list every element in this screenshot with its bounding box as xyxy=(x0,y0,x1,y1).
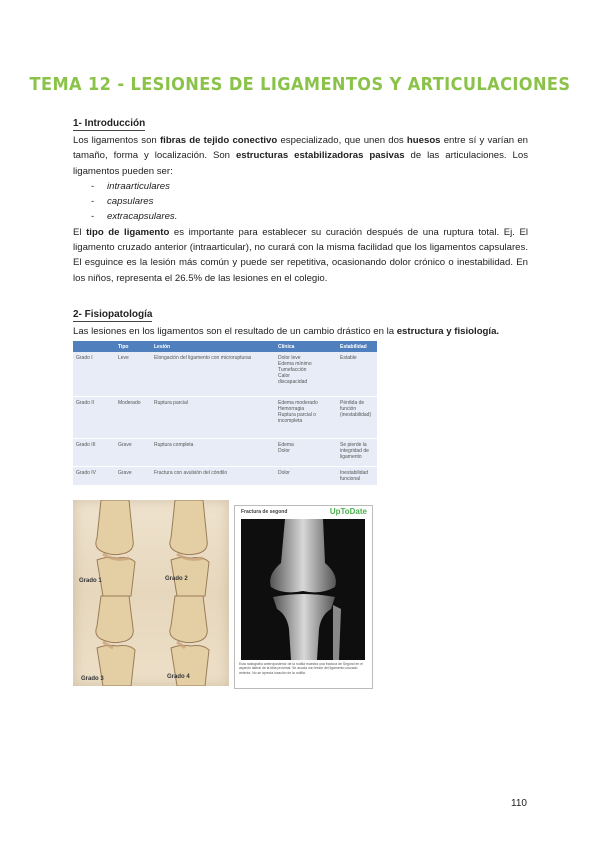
xray-image xyxy=(241,519,365,660)
section-heading: 2- Fisiopatología xyxy=(73,309,153,320)
table-cell: Grado IV xyxy=(73,467,115,486)
table-cell: Ruptura completa xyxy=(151,439,275,467)
xray-figure xyxy=(234,505,373,689)
table-cell: Grave xyxy=(115,467,151,486)
page-title: TEMA 12 - LESIONES DE LIGAMENTOS Y ARTICULACIONES xyxy=(29,74,571,95)
table-header: Tipo xyxy=(115,341,151,352)
ligament-types-list xyxy=(73,179,528,225)
table-row xyxy=(73,439,377,467)
uptodate-logo: UpToDate xyxy=(329,507,367,516)
table-row xyxy=(73,352,377,397)
table-cell: Elongación del ligamento con microrupturas xyxy=(151,352,275,397)
table-cell: Pérdida de función (inestabilidad) xyxy=(337,397,377,439)
figure-label: Grado 4 xyxy=(167,674,190,680)
section-heading: 1- Introducción xyxy=(73,118,146,129)
table-header: Estabilidad xyxy=(337,341,377,352)
table-cell: Grado II xyxy=(73,397,115,439)
ligament-type-paragraph: El tipo de ligamento es importante para establecer su curación después de una ruptura total. Ej. El ligamento cruzado anterior (intraarticular), no curará con la misma facilidad que los ligamentos capsulares. El esguince es la lesión más común y puede ser repetitiva, ocasionando dolor crónico o inestabilidad. En los niños, representa el 26.5% de las lesiones en el colegio. xyxy=(73,226,528,284)
figure-caption: Esta radiografía anteroposterior de la rodilla muestra una fractura de Segond en el aspecto lateral de la tibia proximal. Se asocia con lesión del ligamento cruzado anterior. No se aprecia luxación de la rodilla. xyxy=(239,662,363,675)
fisiopatologia-paragraph: Las lesiones en los ligamentos son el resultado de un cambio drástico en la estructura y fisiología. xyxy=(73,326,500,337)
figure-title: Fractura de segond xyxy=(241,509,288,515)
grades-table xyxy=(73,341,377,486)
table-cell: Ruptura parcial xyxy=(151,397,275,439)
section-introduccion xyxy=(73,116,528,286)
intro-paragraph: Los ligamentos son fibras de tejido conectivo especializado, que unen dos huesos entre sí y varían en tamaño, forma y localización. Son estructuras estabilizadoras pasivas de las articulaciones. Los ligamentos pueden ser: xyxy=(73,135,529,177)
table-cell: Edema Dolor xyxy=(275,439,337,467)
table-header-row xyxy=(73,341,377,352)
table-header: Clínica xyxy=(275,341,337,352)
figure-label: Grado 3 xyxy=(81,676,104,682)
table-header: Lesión xyxy=(151,341,275,352)
table-cell: Grave xyxy=(115,439,151,467)
knee-xray-drawing xyxy=(241,519,365,660)
table-cell: Grado III xyxy=(73,439,115,467)
knee-drawings xyxy=(73,500,229,686)
table-cell: Grado I xyxy=(73,352,115,397)
table-cell: Fractura con avulsión del cóndilo xyxy=(151,467,275,486)
table-cell: Moderado xyxy=(115,397,151,439)
table-row xyxy=(73,397,377,439)
table-cell: Estable xyxy=(337,352,377,397)
knee-grades-illustration xyxy=(73,500,229,686)
table-cell: Dolor leve Edema mínimo Tumefacción Calor discapacidad xyxy=(275,352,337,397)
list-item: - capsulares xyxy=(73,194,528,209)
table-cell: Dolor xyxy=(275,467,337,486)
table-cell: Leve xyxy=(115,352,151,397)
table-header xyxy=(73,341,115,352)
list-item: - intraarticulares xyxy=(73,179,528,194)
list-item: - extracapsulares. xyxy=(73,209,528,224)
section-fisiopatologia xyxy=(73,307,528,339)
figure-label: Grado 2 xyxy=(165,576,188,582)
page-number: 110 xyxy=(511,798,527,809)
table-cell: Se pierde la integridad de ligamento xyxy=(337,439,377,467)
figure-label: Grado 1 xyxy=(79,578,102,584)
table-cell: Inestabilidad funcional xyxy=(337,467,377,486)
table-row xyxy=(73,467,377,486)
table-cell: Edema moderado Hemorragia Ruptura parcial o incompleta xyxy=(275,397,337,439)
